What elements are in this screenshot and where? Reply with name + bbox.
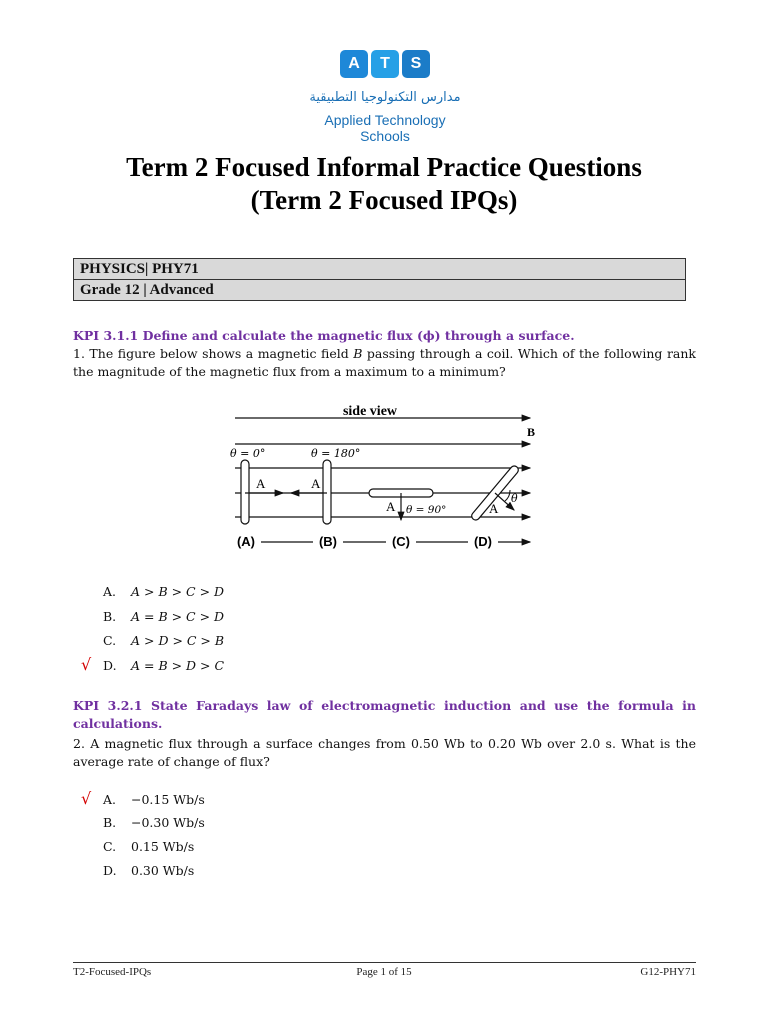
course-grade: Grade 12 | Advanced — [74, 280, 686, 301]
q1-option-b[interactable] — [103, 609, 224, 624]
theta90-label: θ = 90° — [406, 504, 447, 516]
field-label: B — [527, 425, 536, 439]
coil-d-theta-label: θ — [511, 492, 518, 505]
q2-correct-check-icon: √ — [81, 789, 92, 808]
coil-c-area-label: A — [386, 499, 396, 514]
footer-divider — [73, 962, 696, 963]
q1-option-a-label: A. — [103, 584, 117, 599]
q2-option-a[interactable] — [103, 792, 205, 807]
q2-option-d-label: D. — [103, 863, 117, 878]
coil-b-area-label: A — [311, 476, 321, 491]
q1-text-a: 1. The figure below shows a magnetic field — [73, 346, 354, 361]
q1-text-line2: the magnitude of the magnetic flux from a maximum to a minimum? — [73, 364, 506, 379]
diagram-side-view-label: side view — [342, 404, 398, 419]
q1-text-b: passing through a coil. Which of the following rank — [362, 346, 696, 361]
coil-a — [241, 460, 249, 524]
q2-kpi-line2: calculations. — [73, 716, 163, 731]
q1-option-a[interactable] — [103, 584, 224, 599]
document-subtitle: (Term 2 Focused IPQs) — [250, 185, 518, 215]
q1-option-c-label: C. — [103, 633, 117, 648]
label-b: (B) — [318, 534, 338, 549]
theta0-label: θ = 0° — [230, 447, 266, 460]
q2-kpi-line1: KPI 3.2.1 State Faradays law of electromagnetic induction and use the formula in — [73, 698, 696, 713]
q1-option-d-label: D. — [103, 658, 117, 673]
q2-option-c[interactable] — [103, 839, 194, 854]
coil-d-theta-arc — [505, 490, 510, 501]
footer-page-number: Page 1 of 15 — [356, 966, 412, 978]
q1-text-var: B — [353, 346, 363, 361]
school-logo — [300, 42, 470, 144]
coil-b — [323, 460, 331, 524]
logo-letter-t: T — [371, 50, 399, 78]
q1-option-b-label: B. — [103, 609, 117, 624]
document-title: Term 2 Focused Informal Practice Questions — [126, 152, 642, 182]
logo-arabic-name: مدارس التكنولوجيا التطبيقية — [309, 90, 461, 105]
label-a: (A) — [236, 534, 256, 549]
q2-option-a-value: −0.15 Wb/s — [131, 792, 205, 807]
q1-option-d[interactable] — [103, 658, 224, 673]
label-d: (D) — [473, 534, 493, 549]
theta180-label: θ = 180° — [311, 447, 361, 460]
coil-a-area-label: A — [256, 476, 266, 491]
q1-option-c-value: A > D > C > B — [131, 633, 225, 648]
q2-option-c-label: C. — [103, 839, 117, 854]
logo-letters — [340, 50, 430, 78]
logo-letter-s: S — [402, 50, 430, 78]
q2-option-b-value: −0.30 Wb/s — [131, 815, 205, 830]
course-info-table — [73, 258, 686, 301]
q2-option-b[interactable] — [103, 815, 205, 830]
q1-text-line1 — [73, 345, 696, 363]
course-subject: PHYSICS| PHY71 — [74, 259, 686, 280]
q2-option-d-value: 0.30 Wb/s — [131, 863, 195, 878]
coil-d-area-label: A — [489, 501, 499, 516]
q1-option-a-value: A > B > C > D — [131, 584, 225, 599]
label-c: (C) — [391, 534, 411, 549]
footer-left: T2-Focused-IPQs — [73, 966, 152, 978]
q1-option-c[interactable] — [103, 633, 224, 648]
q2-text-line2: average rate of change of flux? — [73, 754, 270, 769]
footer-right: G12-PHY71 — [640, 966, 696, 978]
q2-text-line1: 2. A magnetic flux through a surface changes from 0.50 Wb to 0.20 Wb over 2.0 s. What is the — [73, 736, 696, 751]
magnetic-flux-diagram — [225, 398, 545, 558]
q2-option-b-label: B. — [103, 815, 117, 830]
logo-english-name: Applied Technology Schools — [324, 112, 446, 144]
q1-option-d-value: A = B > D > C — [131, 658, 225, 673]
q1-option-b-value: A = B > C > D — [131, 609, 225, 624]
q2-option-a-label: A. — [103, 792, 117, 807]
q1-kpi: KPI 3.1.1 Define and calculate the magnetic flux (ϕ) through a surface. — [73, 328, 575, 343]
logo-letter-a: A — [340, 50, 368, 78]
q1-correct-check-icon: √ — [81, 655, 92, 674]
q2-option-c-value: 0.15 Wb/s — [131, 839, 195, 854]
q2-option-d[interactable] — [103, 863, 194, 878]
